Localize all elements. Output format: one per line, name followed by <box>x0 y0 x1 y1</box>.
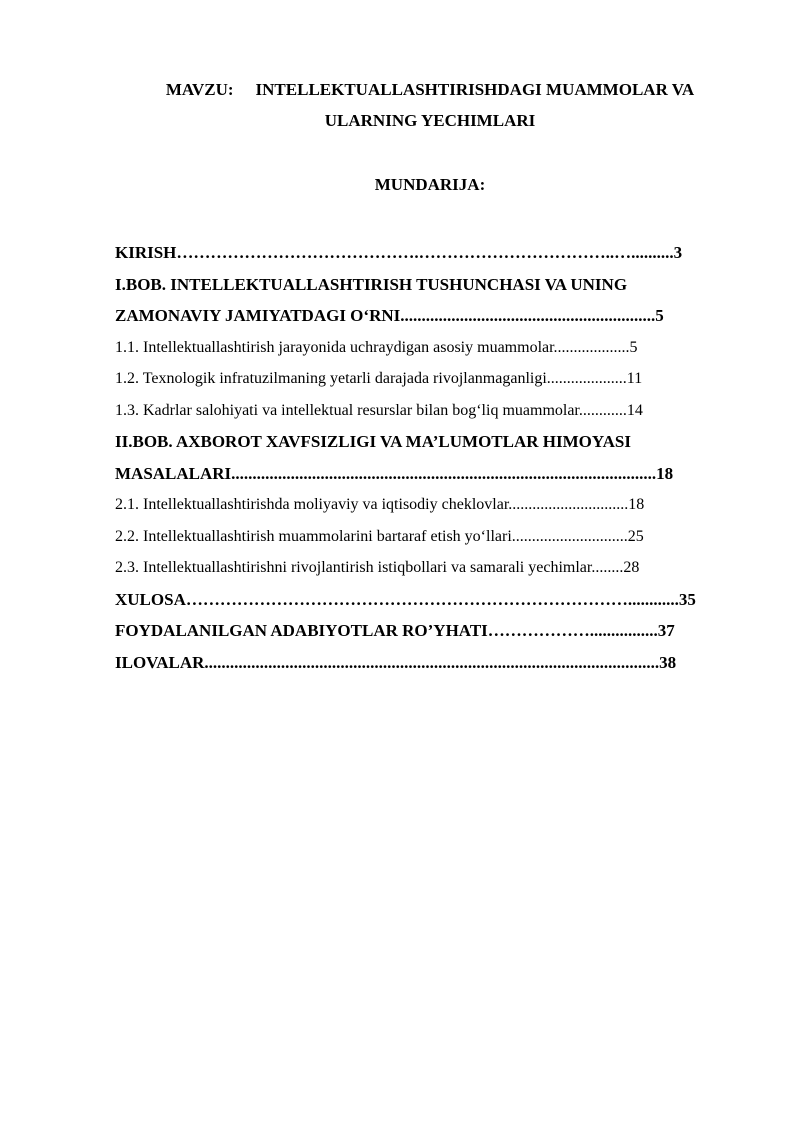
toc-entry-1-3: 1.3. Kadrlar salohiyati va intellektual resurslar bilan bog‘liq muammolar............14 <box>115 401 643 419</box>
toc-entry-chapter-2-line-2: MASALALARI....................................................................................................18 <box>115 463 674 483</box>
table-of-contents <box>115 237 745 678</box>
toc-entry-adabiyotlar: FOYDALANILGAN ADABIYOTLAR RO’YHATI………………................37 <box>115 621 675 640</box>
toc-entry-2-3: 2.3. Intellektuallashtirishni rivojlantirish istiqbollari va samarali yechimlar........28 <box>115 559 640 576</box>
toc-entry-chapter-2-line-1: II.BOB. AXBOROT XAVFSIZLIGI VA MA’LUMOTLAR HIMOYASI <box>115 432 631 451</box>
toc-entry-xulosa: XULOSA……………………………………………………………………............35 <box>115 589 696 609</box>
toc-entry-ilovalar: ILOVALAR...........................................................................................................38 <box>115 652 677 672</box>
document-title <box>100 74 760 136</box>
toc-entry-kirish: KIRISH…………………………………….……………………………..…..........3 <box>115 243 683 262</box>
title-line-1 <box>100 74 760 105</box>
title-text-1: INTELLEKTUALLASHTIRISHDAGI MUAMMOLAR VA <box>255 80 695 99</box>
toc-entry-chapter-1-line-2: ZAMONAVIY JAMIYATDAGI O‘RNI............................................................5 <box>115 306 664 325</box>
contents-heading: MUNDARIJA: <box>374 175 486 194</box>
title-line-2: ULARNING YECHIMLARI <box>324 111 536 130</box>
toc-entry-2-2: 2.2. Intellektuallashtirish muammolarini bartaraf etish yo‘llari.............................25 <box>115 527 644 545</box>
toc-entry-1-2: 1.2. Texnologik infratuzilmaning yetarli darajada rivojlanmaganligi....................11 <box>115 370 643 387</box>
toc-entry-chapter-1-line-1: I.BOB. INTELLEKTUALLASHTIRISH TUSHUNCHASI VA UNING <box>115 274 628 294</box>
toc-entry-2-1: 2.1. Intellektuallashtirishda moliyaviy va iqtisodiy cheklovlar..............................18 <box>115 496 645 513</box>
toc-entry-1-1: 1.1. Intellektuallashtirish jarayonida uchraydigan asosiy muammolar...................5 <box>115 338 638 356</box>
title-prefix: MAVZU: <box>165 80 234 99</box>
